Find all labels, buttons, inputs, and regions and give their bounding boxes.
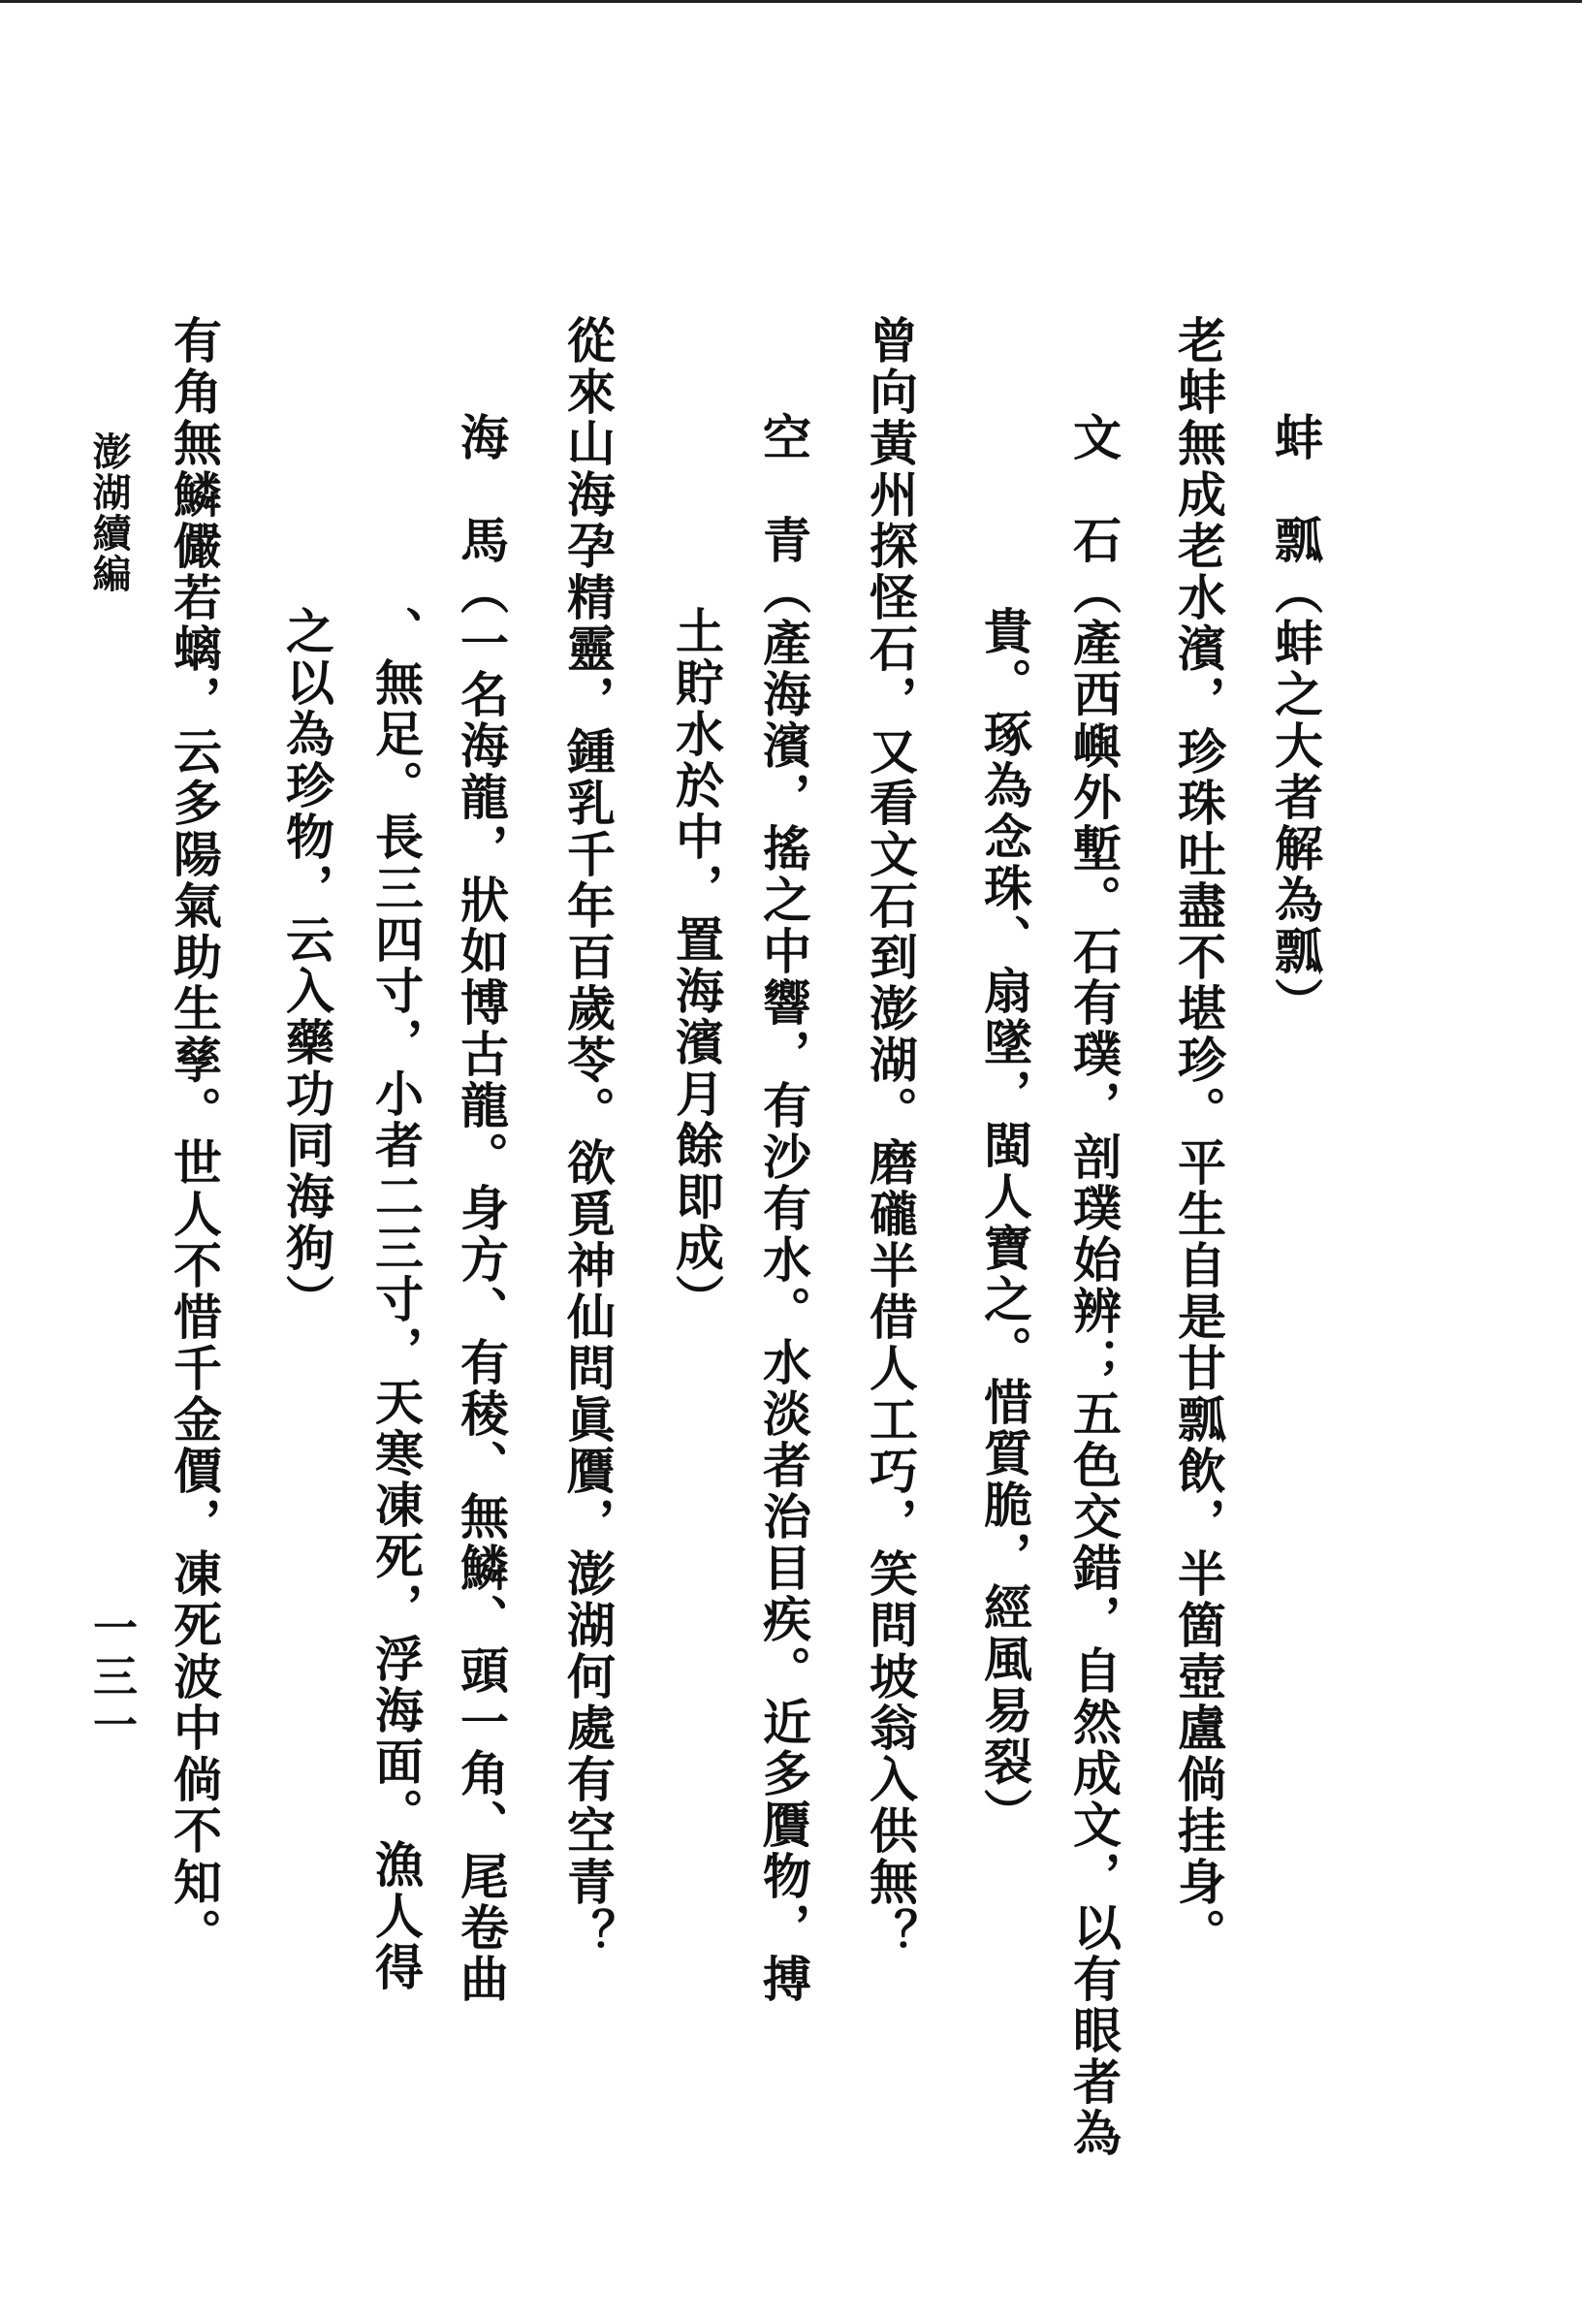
top-border-line	[0, 0, 1582, 3]
heading-wen-shi: 文 石（產西嶼外塹。石有璞，剖璞始辨；五色交錯，自然成文，以有眼者為	[1065, 412, 1123, 2159]
note-hai-ma-continued-2: 之以為珍物，云入藥功同海狗）	[278, 606, 335, 1325]
heading-kong-qing: 空 青（產海濱，搖之中響，有沙有水。水淡者治目疾。近多贋物，搏	[755, 412, 812, 2005]
heading-hai-ma: 海 馬（一名海龍，狀如博古龍。身方、有稜、無鱗、頭一角、尾卷曲	[453, 412, 510, 2005]
poem-kong-qing: 從來山海孕精靈，鍾乳千年百歲苓。欲覓神仙問眞贋，澎湖何處有空青？	[559, 315, 617, 1959]
heading-bang-piao: 蚌 瓢（蚌之大者解為瓢）	[1267, 412, 1324, 1029]
poem-wen-shi: 曾向黃州探怪石，又看文石到澎湖。磨礲半借人工巧，笑問坡翁入供無？	[862, 315, 919, 1959]
poem-bang-piao: 老蚌無成老水濱，珍珠吐盡不堪珍。平生自是甘瓢飲，半箇壺盧倘挂身。	[1170, 315, 1227, 1959]
note-kong-qing-continued: 土貯水於中，置海濱月餘即成）	[668, 606, 725, 1325]
running-title: 澎湖續編	[86, 431, 132, 594]
note-hai-ma-continued-1: 、無足。長三四寸，小者二三寸，天寒凍死，浮海面。漁人得	[367, 606, 425, 1993]
page-number: 一三一	[86, 1605, 139, 1750]
note-wen-shi-continued: 貴。琢為念珠、扇墜，閩人寶之。惜質脆，經風易裂）	[976, 606, 1033, 1839]
poem-hai-ma: 有角無鱗儼若螭，云多陽氣助生孳。世人不惜千金價，凍死波中倘不知。	[166, 315, 223, 1959]
